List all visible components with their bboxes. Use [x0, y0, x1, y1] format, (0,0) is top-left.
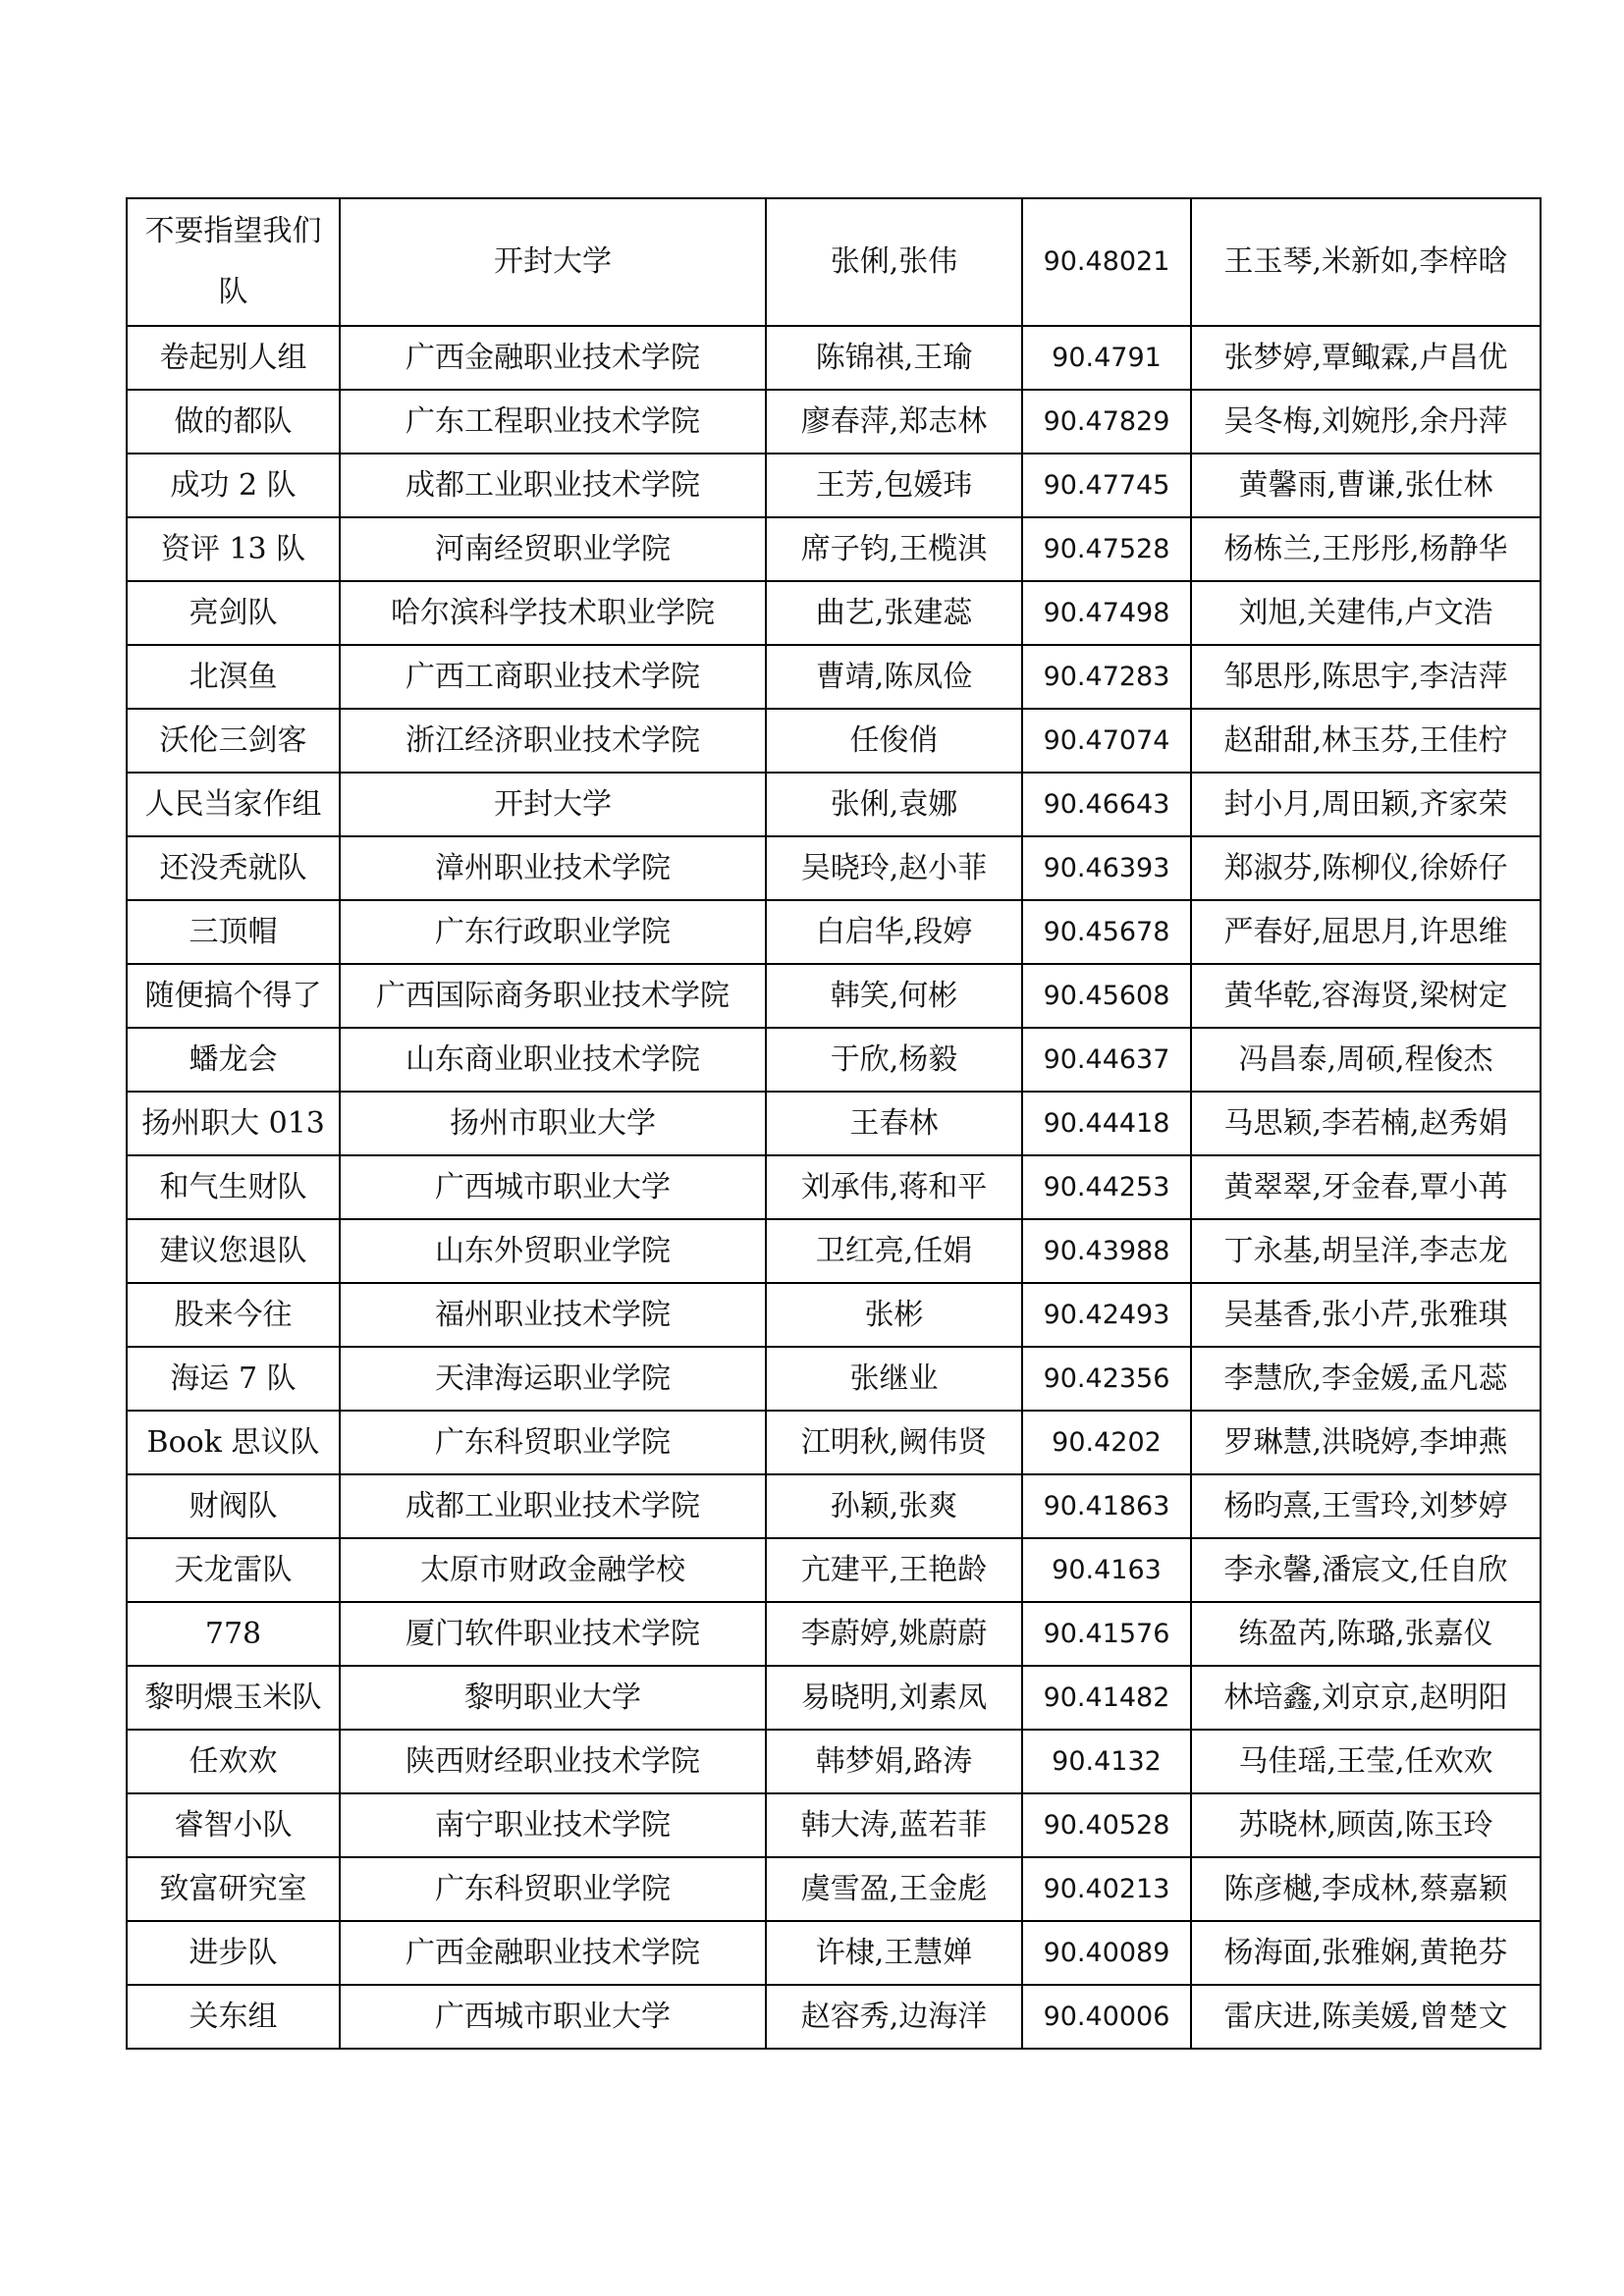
member-names-cell: 吴冬梅,刘婉彤,余丹萍	[1191, 390, 1541, 454]
results-table	[126, 197, 1542, 2050]
score-cell: 90.41576	[1022, 1602, 1191, 1666]
table-row	[127, 198, 1541, 326]
advisor-names-cell: 孙颖,张爽	[766, 1474, 1022, 1538]
team-name-cell: 沃伦三剑客	[127, 709, 340, 773]
score-cell: 90.45608	[1022, 964, 1191, 1028]
table-row	[127, 581, 1541, 645]
score-cell: 90.48021	[1022, 198, 1191, 326]
score-cell: 90.42356	[1022, 1347, 1191, 1411]
advisor-names-cell: 虞雪盈,王金彪	[766, 1857, 1022, 1921]
team-name-cell: 778	[127, 1602, 340, 1666]
table-row	[127, 454, 1541, 517]
team-name-cell: 进步队	[127, 1921, 340, 1985]
team-name-cell: 成功 2 队	[127, 454, 340, 517]
table-row	[127, 964, 1541, 1028]
school-name-cell: 河南经贸职业学院	[340, 517, 766, 581]
team-name-cell: 任欢欢	[127, 1730, 340, 1793]
school-name-cell: 山东外贸职业学院	[340, 1219, 766, 1283]
school-name-cell: 广西工商职业技术学院	[340, 645, 766, 709]
member-names-cell: 李慧欣,李金媛,孟凡蕊	[1191, 1347, 1541, 1411]
advisor-names-cell: 王春林	[766, 1092, 1022, 1155]
member-names-cell: 吴基香,张小芹,张雅琪	[1191, 1283, 1541, 1347]
table-row	[127, 1793, 1541, 1857]
school-name-cell: 天津海运职业学院	[340, 1347, 766, 1411]
school-name-cell: 广西金融职业技术学院	[340, 326, 766, 390]
member-names-cell: 马思颖,李若楠,赵秀娟	[1191, 1092, 1541, 1155]
advisor-names-cell: 张彬	[766, 1283, 1022, 1347]
score-cell: 90.43988	[1022, 1219, 1191, 1283]
team-name-cell: 致富研究室	[127, 1857, 340, 1921]
score-cell: 90.41482	[1022, 1666, 1191, 1730]
school-name-cell: 漳州职业技术学院	[340, 836, 766, 900]
advisor-names-cell: 曲艺,张建蕊	[766, 581, 1022, 645]
advisor-names-cell: 于欣,杨毅	[766, 1028, 1022, 1092]
advisor-names-cell: 易晓明,刘素凤	[766, 1666, 1022, 1730]
advisor-names-cell: 任俊俏	[766, 709, 1022, 773]
team-name-cell: 黎明煨玉米队	[127, 1666, 340, 1730]
table-row	[127, 1411, 1541, 1474]
team-name-cell: 财阀队	[127, 1474, 340, 1538]
school-name-cell: 黎明职业大学	[340, 1666, 766, 1730]
advisor-names-cell: 赵容秀,边海洋	[766, 1985, 1022, 2049]
table-row	[127, 1857, 1541, 1921]
score-cell: 90.40528	[1022, 1793, 1191, 1857]
table-row	[127, 326, 1541, 390]
member-names-cell: 罗琳慧,洪晓婷,李坤燕	[1191, 1411, 1541, 1474]
score-cell: 90.4791	[1022, 326, 1191, 390]
school-name-cell: 广西金融职业技术学院	[340, 1921, 766, 1985]
score-cell: 90.40213	[1022, 1857, 1191, 1921]
team-name-cell: 蟠龙会	[127, 1028, 340, 1092]
advisor-names-cell: 王芳,包媛玮	[766, 454, 1022, 517]
member-names-cell: 杨栋兰,王彤彤,杨静华	[1191, 517, 1541, 581]
team-name-cell: 还没秃就队	[127, 836, 340, 900]
school-name-cell: 成都工业职业技术学院	[340, 1474, 766, 1538]
team-name-cell: Book 思议队	[127, 1411, 340, 1474]
member-names-cell: 黄翠翠,牙金春,覃小苒	[1191, 1155, 1541, 1219]
score-cell: 90.47829	[1022, 390, 1191, 454]
advisor-names-cell: 刘承伟,蒋和平	[766, 1155, 1022, 1219]
score-cell: 90.42493	[1022, 1283, 1191, 1347]
school-name-cell: 山东商业职业技术学院	[340, 1028, 766, 1092]
member-names-cell: 杨昀熹,王雪玲,刘梦婷	[1191, 1474, 1541, 1538]
table-row	[127, 1474, 1541, 1538]
team-name-cell: 关东组	[127, 1985, 340, 2049]
member-names-cell: 练盈芮,陈璐,张嘉仪	[1191, 1602, 1541, 1666]
advisor-names-cell: 席子钧,王榄淇	[766, 517, 1022, 581]
advisor-names-cell: 韩大涛,蓝若菲	[766, 1793, 1022, 1857]
table-row	[127, 1538, 1541, 1602]
member-names-cell: 冯昌泰,周硕,程俊杰	[1191, 1028, 1541, 1092]
member-names-cell: 张梦婷,覃鲰霖,卢昌优	[1191, 326, 1541, 390]
table-row	[127, 390, 1541, 454]
school-name-cell: 太原市财政金融学校	[340, 1538, 766, 1602]
table-row	[127, 1219, 1541, 1283]
member-names-cell: 赵甜甜,林玉芬,王佳柠	[1191, 709, 1541, 773]
table-row	[127, 1602, 1541, 1666]
school-name-cell: 扬州市职业大学	[340, 1092, 766, 1155]
member-names-cell: 杨海面,张雅娴,黄艳芬	[1191, 1921, 1541, 1985]
team-name-cell: 扬州职大 013	[127, 1092, 340, 1155]
score-cell: 90.47283	[1022, 645, 1191, 709]
score-cell: 90.47498	[1022, 581, 1191, 645]
table-row	[127, 1347, 1541, 1411]
table-row	[127, 1666, 1541, 1730]
team-name-cell: 卷起别人组	[127, 326, 340, 390]
advisor-names-cell: 吴晓玲,赵小菲	[766, 836, 1022, 900]
advisor-names-cell: 李蔚婷,姚蔚蔚	[766, 1602, 1022, 1666]
team-name-cell: 海运 7 队	[127, 1347, 340, 1411]
school-name-cell: 浙江经济职业技术学院	[340, 709, 766, 773]
score-cell: 90.47745	[1022, 454, 1191, 517]
member-names-cell: 王玉琴,米新如,李梓晗	[1191, 198, 1541, 326]
table-row	[127, 709, 1541, 773]
team-name-cell: 亮剑队	[127, 581, 340, 645]
score-cell: 90.4202	[1022, 1411, 1191, 1474]
score-cell: 90.4132	[1022, 1730, 1191, 1793]
table-row	[127, 1985, 1541, 2049]
team-name-cell: 人民当家作组	[127, 773, 340, 836]
school-name-cell: 广西国际商务职业技术学院	[340, 964, 766, 1028]
score-cell: 90.44418	[1022, 1092, 1191, 1155]
member-names-cell: 封小月,周田颖,齐家荣	[1191, 773, 1541, 836]
member-names-cell: 邹思彤,陈思宇,李洁萍	[1191, 645, 1541, 709]
table-row	[127, 1028, 1541, 1092]
team-name-cell: 不要指望我们队	[127, 198, 340, 326]
table-row	[127, 517, 1541, 581]
table-row	[127, 900, 1541, 964]
table-row	[127, 773, 1541, 836]
school-name-cell: 开封大学	[340, 773, 766, 836]
school-name-cell: 广东行政职业学院	[340, 900, 766, 964]
advisor-names-cell: 曹靖,陈凤俭	[766, 645, 1022, 709]
score-cell: 90.47528	[1022, 517, 1191, 581]
school-name-cell: 厦门软件职业技术学院	[340, 1602, 766, 1666]
school-name-cell: 哈尔滨科学技术职业学院	[340, 581, 766, 645]
school-name-cell: 广西城市职业大学	[340, 1985, 766, 2049]
score-cell: 90.44637	[1022, 1028, 1191, 1092]
advisor-names-cell: 卫红亮,任娟	[766, 1219, 1022, 1283]
advisor-names-cell: 韩梦娟,路涛	[766, 1730, 1022, 1793]
team-name-cell: 随便搞个得了	[127, 964, 340, 1028]
results-table-body	[127, 198, 1541, 2049]
score-cell: 90.4163	[1022, 1538, 1191, 1602]
advisor-names-cell: 白启华,段婷	[766, 900, 1022, 964]
table-row	[127, 836, 1541, 900]
advisor-names-cell: 张俐,张伟	[766, 198, 1022, 326]
score-cell: 90.41863	[1022, 1474, 1191, 1538]
team-name-cell: 三顶帽	[127, 900, 340, 964]
team-name-cell: 天龙雷队	[127, 1538, 340, 1602]
member-names-cell: 李永馨,潘宸文,任自欣	[1191, 1538, 1541, 1602]
score-cell: 90.47074	[1022, 709, 1191, 773]
school-name-cell: 南宁职业技术学院	[340, 1793, 766, 1857]
member-names-cell: 严春好,屈思月,许思维	[1191, 900, 1541, 964]
score-cell: 90.40089	[1022, 1921, 1191, 1985]
team-name-cell: 做的都队	[127, 390, 340, 454]
member-names-cell: 雷庆进,陈美媛,曾楚文	[1191, 1985, 1541, 2049]
table-row	[127, 1730, 1541, 1793]
score-cell: 90.46393	[1022, 836, 1191, 900]
team-name-cell: 建议您退队	[127, 1219, 340, 1283]
advisor-names-cell: 陈锦祺,王瑜	[766, 326, 1022, 390]
score-cell: 90.46643	[1022, 773, 1191, 836]
score-cell: 90.40006	[1022, 1985, 1191, 2049]
advisor-names-cell: 许棣,王慧婵	[766, 1921, 1022, 1985]
advisor-names-cell: 张俐,袁娜	[766, 773, 1022, 836]
member-names-cell: 陈彦樾,李成林,蔡嘉颖	[1191, 1857, 1541, 1921]
team-name-cell: 股来今往	[127, 1283, 340, 1347]
advisor-names-cell: 韩笑,何彬	[766, 964, 1022, 1028]
member-names-cell: 黄华乾,容海贤,梁树定	[1191, 964, 1541, 1028]
table-row	[127, 1283, 1541, 1347]
table-row	[127, 1921, 1541, 1985]
member-names-cell: 苏晓林,顾茵,陈玉玲	[1191, 1793, 1541, 1857]
member-names-cell: 黄馨雨,曹谦,张仕林	[1191, 454, 1541, 517]
member-names-cell: 林培鑫,刘京京,赵明阳	[1191, 1666, 1541, 1730]
advisor-names-cell: 廖春萍,郑志林	[766, 390, 1022, 454]
table-row	[127, 1155, 1541, 1219]
score-cell: 90.45678	[1022, 900, 1191, 964]
school-name-cell: 广东工程职业技术学院	[340, 390, 766, 454]
table-row	[127, 1092, 1541, 1155]
team-name-cell: 睿智小队	[127, 1793, 340, 1857]
advisor-names-cell: 江明秋,阙伟贤	[766, 1411, 1022, 1474]
member-names-cell: 马佳瑶,王莹,任欢欢	[1191, 1730, 1541, 1793]
member-names-cell: 丁永基,胡呈洋,李志龙	[1191, 1219, 1541, 1283]
score-cell: 90.44253	[1022, 1155, 1191, 1219]
advisor-names-cell: 张继业	[766, 1347, 1022, 1411]
team-name-cell: 和气生财队	[127, 1155, 340, 1219]
school-name-cell: 成都工业职业技术学院	[340, 454, 766, 517]
school-name-cell: 陕西财经职业技术学院	[340, 1730, 766, 1793]
school-name-cell: 开封大学	[340, 198, 766, 326]
school-name-cell: 福州职业技术学院	[340, 1283, 766, 1347]
school-name-cell: 广西城市职业大学	[340, 1155, 766, 1219]
school-name-cell: 广东科贸职业学院	[340, 1411, 766, 1474]
table-row	[127, 645, 1541, 709]
member-names-cell: 刘旭,关建伟,卢文浩	[1191, 581, 1541, 645]
team-name-cell: 资评 13 队	[127, 517, 340, 581]
team-name-cell: 北溟鱼	[127, 645, 340, 709]
member-names-cell: 郑淑芬,陈柳仪,徐娇仔	[1191, 836, 1541, 900]
school-name-cell: 广东科贸职业学院	[340, 1857, 766, 1921]
advisor-names-cell: 亢建平,王艳龄	[766, 1538, 1022, 1602]
